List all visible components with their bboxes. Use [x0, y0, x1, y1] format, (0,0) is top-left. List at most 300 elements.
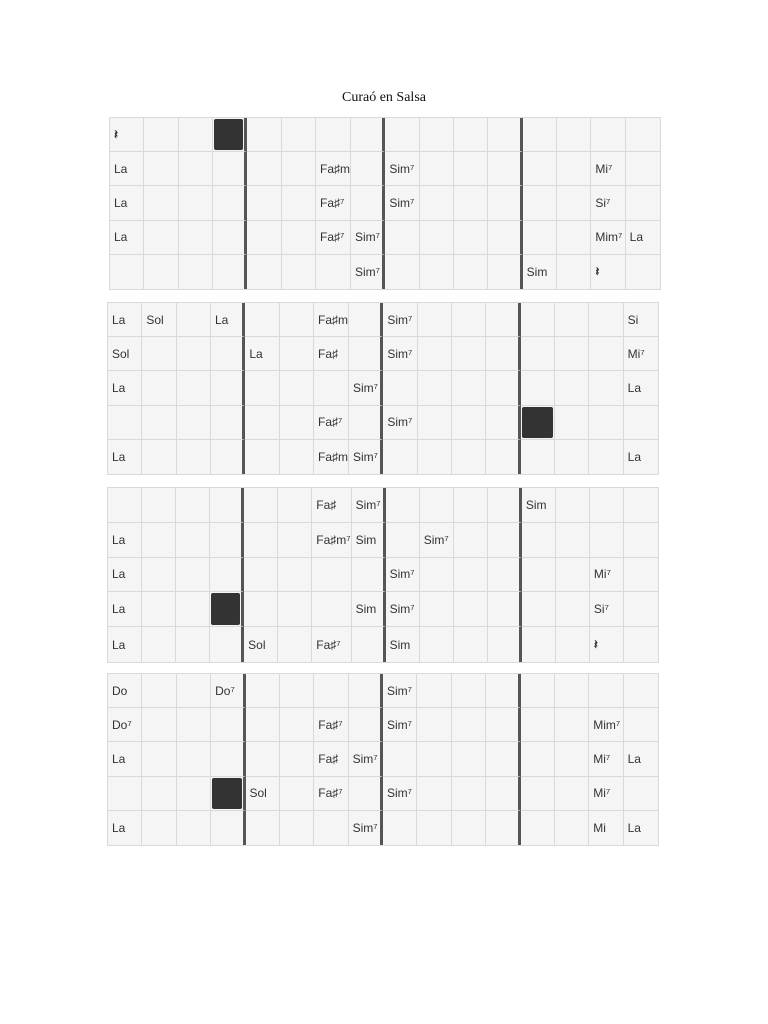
chord-cell: La	[108, 558, 142, 593]
grid-cell	[624, 558, 658, 593]
grid-cell	[557, 186, 591, 220]
chord-cell: Sim	[386, 627, 420, 662]
chord-cell: Sim⁷	[383, 337, 417, 371]
grid-cell	[486, 337, 520, 371]
chord-cell: Do⁷	[211, 674, 245, 708]
grid-cell	[179, 221, 213, 255]
grid-cell	[213, 221, 247, 255]
grid-cell	[452, 371, 486, 405]
chord-cell: Mim⁷	[591, 221, 625, 255]
grid-cell	[454, 118, 488, 152]
rest-symbol: 𝄽	[590, 627, 624, 662]
grid-cell	[176, 627, 210, 662]
chord-cell: Do	[108, 674, 142, 708]
grid-cell	[280, 303, 314, 337]
grid-cell	[282, 221, 316, 255]
chord-cell: Sim	[352, 592, 386, 627]
grid-cell	[142, 406, 176, 440]
grid-cell	[486, 371, 520, 405]
chord-cell: La	[245, 337, 279, 371]
chord-cell: La	[108, 627, 142, 662]
grid-cell	[521, 337, 555, 371]
chord-cell: Sim	[352, 523, 386, 558]
chord-cell: Fa♯m⁷	[312, 523, 351, 558]
grid-cell	[278, 488, 312, 523]
grid-cell	[626, 255, 660, 289]
grid-cell	[213, 186, 247, 220]
chord-cell: Fa♯⁷	[314, 406, 349, 440]
grid-cell	[278, 592, 312, 627]
grid-cell	[523, 221, 557, 255]
grid-cell	[177, 674, 211, 708]
grid-cell	[177, 708, 211, 742]
grid-cell	[488, 488, 522, 523]
grid-cell	[142, 674, 176, 708]
grid-cell	[521, 708, 555, 742]
grid-cell	[349, 708, 383, 742]
grid-cell	[591, 118, 625, 152]
grid-cell	[142, 592, 176, 627]
grid-cell	[420, 255, 454, 289]
grid-cell	[386, 523, 420, 558]
grid-cell	[176, 523, 210, 558]
grid-cell	[557, 255, 591, 289]
chord-cell: Mi⁷	[591, 152, 625, 186]
chord-cell: Sim⁷	[349, 742, 383, 776]
grid-cell	[488, 186, 522, 220]
chord-cell: Sol	[108, 337, 142, 371]
grid-cell	[144, 255, 178, 289]
grid-cell	[420, 152, 454, 186]
grid-cell	[486, 708, 520, 742]
chord-cell: Fa♯⁷	[314, 708, 348, 742]
grid-cell	[179, 186, 213, 220]
grid-cell	[177, 406, 211, 440]
grid-cell	[522, 592, 556, 627]
chord-cell: Sim⁷	[383, 674, 417, 708]
grid-cell	[452, 674, 486, 708]
grid-cell	[314, 371, 349, 405]
grid-cell	[488, 152, 522, 186]
grid-cell	[210, 523, 244, 558]
chord-cell: Fa♯	[314, 337, 349, 371]
grid-cell	[486, 777, 520, 811]
grid-cell	[210, 558, 244, 593]
grid-cell	[314, 674, 348, 708]
filled-cell	[210, 592, 244, 627]
chord-cell: Mi⁷	[624, 337, 658, 371]
grid-cell	[349, 777, 383, 811]
grid-cell	[418, 371, 452, 405]
grid-cell	[349, 674, 383, 708]
grid-cell	[454, 592, 488, 627]
grid-cell	[278, 627, 312, 662]
grid-cell	[590, 523, 624, 558]
chord-cell: La	[108, 592, 142, 627]
chord-cell: La	[110, 221, 144, 255]
chord-cell: La	[108, 523, 142, 558]
grid-cell	[144, 118, 178, 152]
grid-cell	[488, 118, 522, 152]
grid-cell	[454, 488, 488, 523]
chord-cell: Mi⁷	[589, 777, 623, 811]
chord-cell: Sim⁷	[351, 255, 385, 289]
grid-cell	[247, 221, 281, 255]
chord-cell: Sim	[522, 488, 556, 523]
grid-cell	[247, 118, 281, 152]
chord-cell: Fa♯⁷	[316, 186, 351, 220]
grid-cell	[555, 811, 589, 845]
grid-cell	[486, 674, 520, 708]
grid-cell	[352, 627, 386, 662]
grid-cell	[521, 371, 555, 405]
grid-cell	[523, 118, 557, 152]
chord-grid-block-3	[107, 487, 659, 663]
grid-cell	[452, 811, 486, 845]
grid-cell	[626, 186, 660, 220]
chord-cell: Fa♯⁷	[314, 777, 348, 811]
chord-cell: Sim⁷	[386, 592, 420, 627]
grid-cell	[211, 708, 245, 742]
chord-cell: La	[211, 303, 245, 337]
chord-cell: Fa♯m	[316, 152, 351, 186]
grid-cell	[624, 592, 658, 627]
chord-cell: Sim⁷	[383, 708, 417, 742]
grid-cell	[452, 777, 486, 811]
grid-cell	[486, 440, 520, 474]
grid-cell	[385, 255, 419, 289]
grid-cell	[280, 742, 314, 776]
grid-cell	[452, 406, 486, 440]
grid-cell	[557, 152, 591, 186]
grid-cell	[177, 742, 211, 776]
grid-cell	[177, 337, 211, 371]
chord-cell: Sim⁷	[386, 558, 420, 593]
grid-cell	[420, 488, 454, 523]
grid-cell	[316, 255, 351, 289]
grid-cell	[589, 406, 623, 440]
grid-cell	[420, 186, 454, 220]
chord-cell: La	[110, 152, 144, 186]
grid-cell	[418, 303, 452, 337]
grid-cell	[557, 221, 591, 255]
chord-cell: La	[110, 186, 144, 220]
grid-cell	[624, 674, 658, 708]
grid-cell	[211, 371, 245, 405]
grid-cell	[177, 811, 211, 845]
grid-cell	[488, 592, 522, 627]
chord-cell: Fa♯⁷	[316, 221, 351, 255]
grid-cell	[280, 406, 314, 440]
grid-cell	[210, 627, 244, 662]
grid-cell	[488, 221, 522, 255]
chord-cell: La	[627, 820, 641, 835]
grid-cell	[556, 523, 590, 558]
chord-cell: Sim⁷	[351, 221, 385, 255]
grid-cell	[383, 811, 417, 845]
grid-cell	[177, 371, 211, 405]
grid-cell	[176, 488, 210, 523]
grid-cell	[211, 742, 245, 776]
chord-cell: Sim⁷	[349, 371, 383, 405]
grid-cell	[521, 674, 555, 708]
grid-cell	[452, 440, 486, 474]
grid-cell	[280, 811, 314, 845]
grid-cell	[556, 558, 590, 593]
grid-cell	[486, 303, 520, 337]
grid-cell	[110, 255, 144, 289]
grid-cell	[176, 558, 210, 593]
grid-cell	[420, 221, 454, 255]
chord-cell: Sol	[244, 627, 278, 662]
grid-cell	[144, 221, 178, 255]
grid-cell	[523, 186, 557, 220]
grid-cell	[351, 186, 385, 220]
chord-cell: Fa♯	[314, 742, 348, 776]
grid-cell	[417, 811, 451, 845]
grid-cell	[108, 488, 142, 523]
grid-cell	[454, 221, 488, 255]
grid-cell	[280, 337, 314, 371]
grid-cell	[521, 303, 555, 337]
grid-cell	[280, 674, 314, 708]
grid-cell	[555, 674, 589, 708]
grid-cell	[522, 627, 556, 662]
grid-cell	[210, 488, 244, 523]
grid-cell	[624, 488, 658, 523]
grid-cell	[452, 303, 486, 337]
grid-cell	[488, 255, 522, 289]
grid-cell	[555, 708, 589, 742]
grid-cell	[142, 708, 176, 742]
grid-cell	[278, 523, 312, 558]
grid-cell	[521, 440, 555, 474]
grid-cell	[555, 337, 589, 371]
grid-cell	[176, 592, 210, 627]
grid-cell	[386, 488, 420, 523]
grid-cell	[351, 152, 385, 186]
grid-cell	[555, 777, 589, 811]
grid-cell	[349, 303, 383, 337]
grid-cell	[316, 118, 351, 152]
grid-cell	[246, 811, 280, 845]
chord-cell: Mim⁷	[589, 708, 623, 742]
grid-cell	[454, 186, 488, 220]
chord-cell: La	[624, 742, 658, 776]
grid-cell	[245, 406, 279, 440]
grid-cell	[418, 337, 452, 371]
grid-cell	[282, 186, 316, 220]
chord-cell: Sim⁷	[383, 303, 417, 337]
grid-cell	[142, 627, 176, 662]
grid-cell	[452, 337, 486, 371]
chord-grid-block-1	[109, 117, 661, 290]
grid-cell	[521, 777, 555, 811]
chord-cell: Mi⁷	[590, 558, 624, 593]
grid-cell	[417, 674, 451, 708]
chord-cell: La	[108, 811, 142, 845]
grid-cell	[177, 440, 211, 474]
grid-cell	[211, 440, 245, 474]
chord-grid-block-2	[107, 302, 659, 475]
grid-cell	[245, 303, 279, 337]
grid-cell	[349, 406, 383, 440]
grid-cell	[486, 406, 520, 440]
grid-cell	[523, 152, 557, 186]
chord-cell: Mi	[589, 811, 623, 845]
chord-cell: Si⁷	[590, 592, 624, 627]
grid-cell	[626, 118, 660, 152]
grid-cell	[312, 592, 351, 627]
grid-cell	[521, 742, 555, 776]
chord-cell: Fa♯m	[314, 303, 349, 337]
filled-cell	[521, 406, 555, 440]
grid-cell	[179, 255, 213, 289]
grid-cell	[246, 708, 280, 742]
chord-cell: Sim	[523, 255, 557, 289]
grid-cell	[454, 558, 488, 593]
grid-cell	[454, 523, 488, 558]
grid-cell	[555, 742, 589, 776]
grid-cell	[383, 371, 417, 405]
grid-cell	[626, 152, 660, 186]
grid-cell	[488, 627, 522, 662]
grid-cell	[142, 742, 176, 776]
grid-cell	[211, 406, 245, 440]
grid-cell	[247, 255, 281, 289]
chord-cell: Sim⁷	[352, 488, 386, 523]
grid-cell	[142, 371, 176, 405]
grid-cell	[247, 186, 281, 220]
grid-cell	[383, 742, 417, 776]
grid-cell	[246, 742, 280, 776]
chord-cell: Sim⁷	[385, 152, 419, 186]
chord-cell: La	[627, 449, 642, 464]
grid-cell	[280, 371, 314, 405]
song-title: Curaó en Salsa	[342, 90, 426, 105]
grid-cell	[418, 406, 452, 440]
grid-cell	[452, 708, 486, 742]
grid-cell	[556, 488, 590, 523]
grid-cell	[244, 523, 278, 558]
rest-symbol: 𝄽	[591, 255, 625, 289]
chord-cell: Sim⁷	[383, 406, 417, 440]
grid-cell	[142, 777, 176, 811]
grid-cell	[349, 337, 383, 371]
grid-cell	[590, 488, 624, 523]
chord-cell: La	[108, 742, 142, 776]
chord-cell: Sim⁷	[349, 440, 383, 474]
grid-cell	[108, 406, 142, 440]
grid-cell	[244, 592, 278, 627]
grid-cell	[314, 811, 348, 845]
grid-cell	[556, 592, 590, 627]
grid-cell	[144, 186, 178, 220]
grid-cell	[142, 558, 176, 593]
grid-cell	[142, 523, 176, 558]
grid-cell	[211, 337, 245, 371]
grid-cell	[454, 255, 488, 289]
grid-cell	[280, 708, 314, 742]
grid-cell	[247, 152, 281, 186]
chord-cell: Do⁷	[108, 708, 142, 742]
grid-cell	[624, 523, 658, 558]
chord-cell: Sim⁷	[349, 811, 383, 845]
grid-cell	[452, 742, 486, 776]
grid-cell	[417, 708, 451, 742]
grid-cell	[488, 523, 522, 558]
grid-cell	[555, 440, 589, 474]
chord-cell: Fa♯m	[314, 440, 349, 474]
chord-cell: La	[624, 371, 658, 405]
grid-cell	[179, 152, 213, 186]
grid-cell	[486, 742, 520, 776]
filled-cell	[213, 118, 247, 152]
grid-cell	[383, 440, 417, 474]
chord-cell: Fa♯⁷	[312, 627, 351, 662]
grid-cell	[589, 371, 623, 405]
grid-cell	[589, 440, 623, 474]
grid-cell	[589, 303, 623, 337]
grid-cell	[486, 811, 520, 845]
chord-grid-block-4	[107, 673, 659, 846]
grid-cell	[144, 152, 178, 186]
grid-cell	[282, 118, 316, 152]
grid-cell	[589, 337, 623, 371]
grid-cell	[282, 152, 316, 186]
grid-cell	[142, 811, 176, 845]
chord-cell: La	[108, 303, 142, 337]
chord-cell: La	[626, 221, 660, 255]
grid-cell	[555, 371, 589, 405]
grid-cell	[142, 488, 176, 523]
chord-cell: Sol	[246, 777, 280, 811]
grid-cell	[385, 221, 419, 255]
grid-cell	[418, 440, 452, 474]
grid-cell	[246, 674, 280, 708]
grid-cell	[245, 440, 279, 474]
grid-cell	[420, 558, 454, 593]
chord-cell: Sol	[142, 303, 176, 337]
grid-cell	[557, 118, 591, 152]
chord-cell: La	[108, 371, 142, 405]
grid-cell	[179, 118, 213, 152]
grid-cell	[589, 674, 623, 708]
grid-cell	[454, 152, 488, 186]
grid-cell	[454, 627, 488, 662]
chord-cell: Si⁷	[591, 186, 625, 220]
grid-cell	[420, 627, 454, 662]
grid-cell	[555, 303, 589, 337]
filled-cell	[211, 777, 245, 811]
grid-cell	[420, 592, 454, 627]
grid-cell	[385, 118, 419, 152]
grid-cell	[624, 777, 658, 811]
grid-cell	[177, 777, 211, 811]
grid-cell	[351, 118, 385, 152]
grid-cell	[624, 708, 658, 742]
chord-cell: Sim⁷	[383, 777, 417, 811]
chord-cell: Si	[624, 303, 658, 337]
grid-cell	[142, 337, 176, 371]
grid-cell	[213, 255, 247, 289]
grid-cell	[245, 371, 279, 405]
grid-cell	[177, 303, 211, 337]
chord-cell: Mi⁷	[589, 742, 623, 776]
grid-cell	[417, 777, 451, 811]
grid-cell	[278, 558, 312, 593]
grid-cell	[522, 523, 556, 558]
